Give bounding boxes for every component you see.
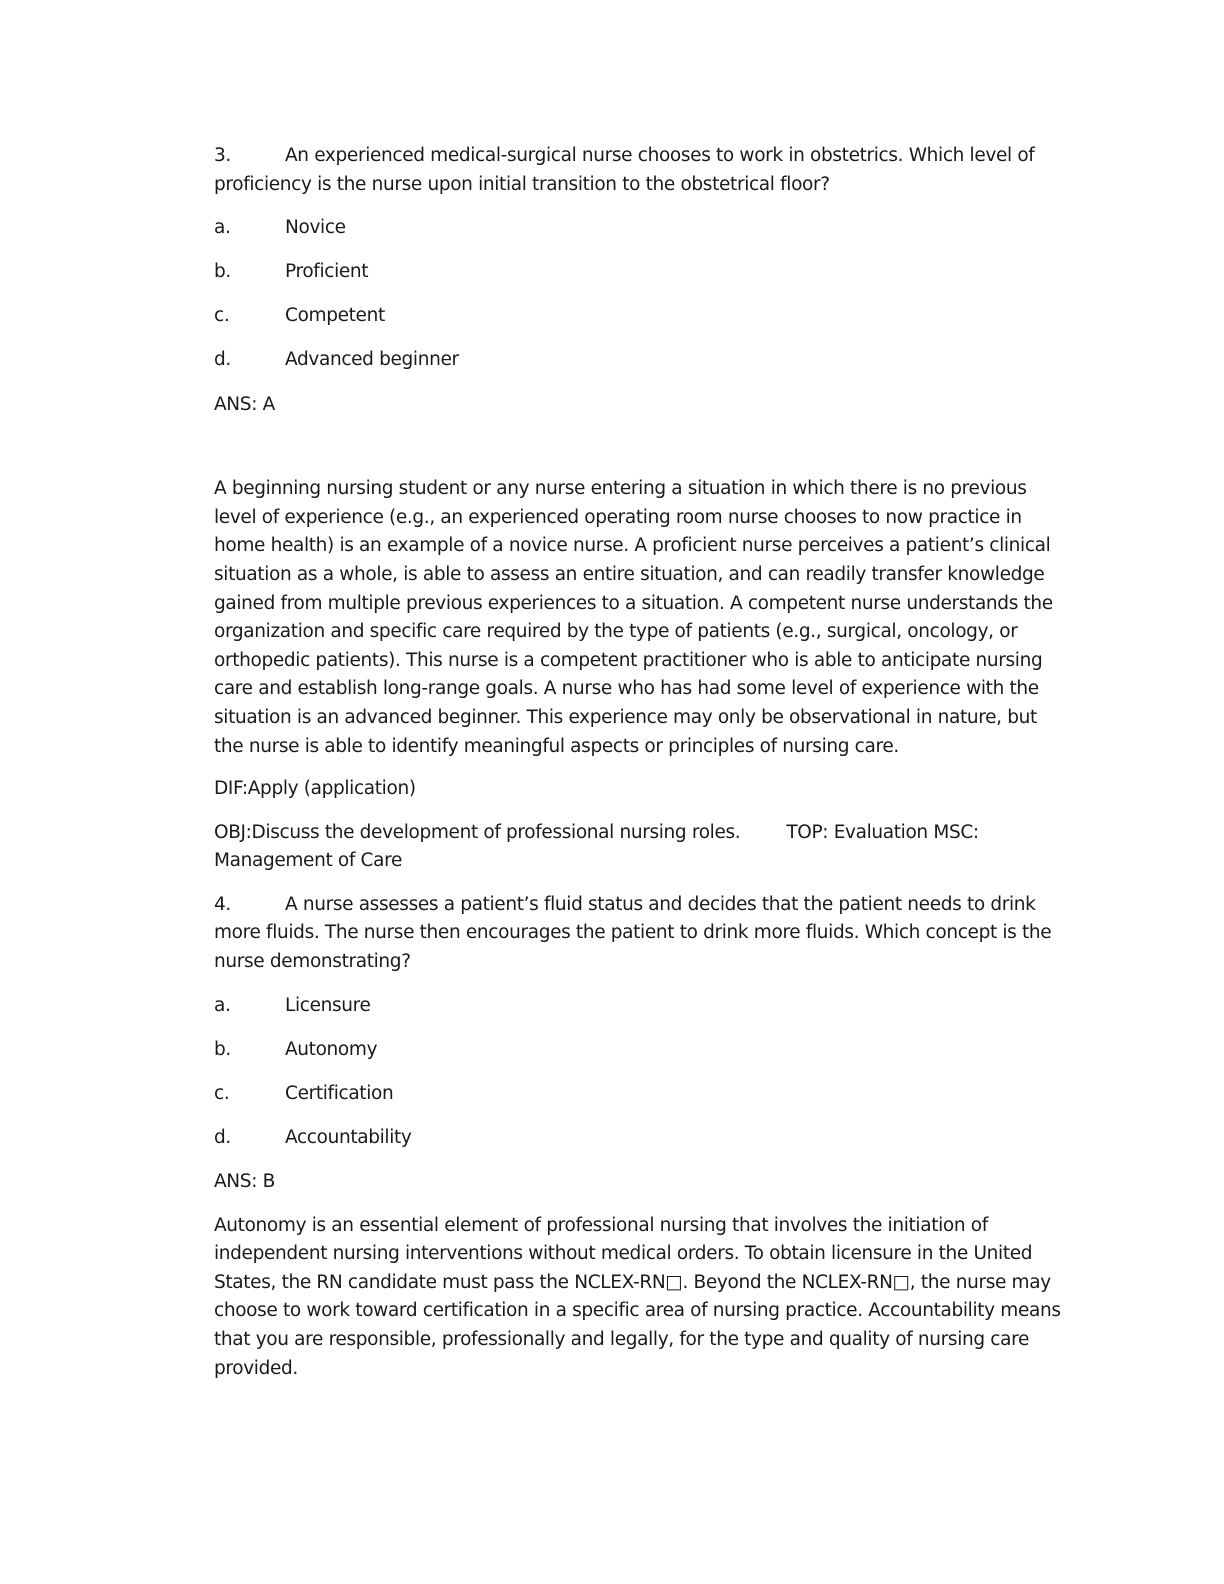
option-item [214, 1124, 1066, 1153]
difficulty-line: DIF:Apply (application) [214, 778, 416, 800]
topic-msc-text: TOP: Evaluation MSC: Management of Care [214, 821, 979, 872]
option-item [214, 214, 1066, 243]
option-text: Novice [285, 217, 346, 239]
option-letter: c. [214, 305, 230, 327]
option-item [214, 302, 1066, 331]
option-item [214, 346, 1066, 375]
rationale-text: A beginning nursing student or any nurse entering a situation in which there is no previous level of experience (e.g., an experienced operating room nurse chooses to now practice in home health) is an example of a novice nurse. A proficient nurse perceives a patient’s clinical situation as a whole, is able to assess an entire situation, and can readily transfer knowledge gained from multiple previous experiences to a situation. A competent nurse understands the organization and specific care required by the type of patients (e.g., surgical, oncology, or orthopedic patients). This nurse is a competent practitioner who is able to anticipate nursing care and establish long-range goals. A nurse who has had some level of experience with the situation is an advanced beginner. This experience may only be observational in nature, but the nurse is able to identify meaningful aspects or principles of nursing care. [214, 478, 1053, 757]
option-text: Certification [285, 1082, 394, 1104]
option-letter: c. [214, 1082, 230, 1104]
option-letter: b. [214, 261, 231, 283]
option-letter: a. [214, 994, 231, 1016]
answer-key: ANS: A [214, 393, 275, 415]
option-item [214, 258, 1066, 287]
option-item [214, 1036, 1066, 1065]
option-item [214, 1080, 1066, 1109]
question-text: An experienced medical-surgical nurse chooses to work in obstetrics. Which level of proficiency is the nurse upon initial transition to the obstetrical floor? [214, 145, 1035, 195]
option-letter: d. [214, 1126, 231, 1148]
option-letter: d. [214, 349, 231, 371]
objective-text: OBJ:Discuss the development of professional nursing roles. [214, 821, 741, 843]
option-text: Proficient [285, 261, 369, 283]
document-page [214, 142, 1066, 1397]
option-text: Autonomy [285, 1038, 378, 1060]
question-4-stem [214, 891, 1066, 977]
option-item [214, 992, 1066, 1021]
answer-key: ANS: B [214, 1171, 275, 1193]
option-text: Accountability [285, 1126, 412, 1148]
question-number: 3. [214, 145, 231, 166]
option-letter: a. [214, 217, 231, 239]
question-text: A nurse assesses a patient’s fluid status and decides that the patient needs to drink more fluids. The nurse then encourages the patient to drink more fluids. Which concept is the nurse demonstrating? [214, 893, 1052, 973]
option-text: Licensure [285, 994, 371, 1016]
rationale-text: Autonomy is an essential element of professional nursing that involves the initiation of independent nursing interventions without medical orders. To obtain licensure in the United States, the RN candidate must pass the NCLEX-RN□. Beyond the NCLEX-RN□, the nurse may choose to work toward certification in a specific area of nursing practice. Accountability means that you are responsible, professionally and legally, for the type and quality of nursing care provided. [214, 1214, 1061, 1379]
option-text: Competent [285, 305, 385, 327]
objective-topic-line [214, 819, 1066, 876]
question-number: 4. [214, 893, 231, 915]
option-letter: b. [214, 1038, 231, 1060]
option-text: Advanced beginner [285, 349, 459, 371]
spacer [214, 434, 1066, 475]
question-3-stem [214, 142, 1066, 199]
